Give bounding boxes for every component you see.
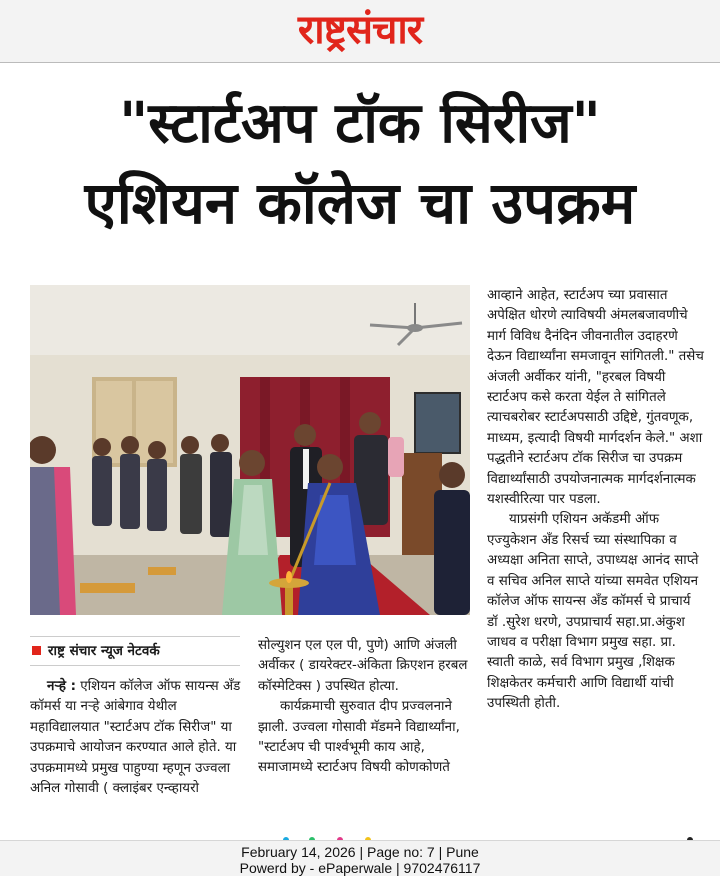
byline: [30, 636, 240, 666]
article-text: एशियन कॉलेज ऑफ सायन्स अँड कॉमर्स या नऱ्हे आंबेगाव येथील महाविद्यालयात "स्टार्टअप टॉक सिरीज" या उपक्रमाचे आयोजन करण्यात आले होते. या उपक्रमामध्ये प्रमुख पाहुण्या म्हणून उज्वला अनिल गोसावी ( क्लाइंबर एन्व्हायरो: [30, 679, 241, 797]
article-column-left: [30, 677, 242, 799]
dateline: नऱ्हे :: [47, 679, 76, 694]
article-paragraph: सोल्युशन एल एल पी, पुणे) आणि अंजली अर्वीकर ( डायरेक्टर-अंकिता क्रिएशन हरबल कॉस्मेटिक्स ) उपस्थित होत्या.: [258, 638, 468, 694]
event-photo: [30, 285, 470, 615]
article-paragraph: याप्रसंगी एशियन अकॅडमी ऑफ एज्युकेशन अँड रिसर्च च्या संस्थापिका व अध्यक्षा अनिता साप्ते, उपाध्यक्ष आनंद साप्ते व सचिव अनिल साप्ते यांच्या समवेत एशियन कॉलेज ऑफ सायन्स अँड कॉमर्स चे प्राचार्य डॉ .सुरेश धरणे, उपप्राचार्य सहा.प्रा.अंकुश जाधव व परीक्षा विभाग प्रमुख सहा. प्रा. स्वाती काळे, सर्व विभाग प्रमुख ,शिक्षक शिक्षकेतर कर्मचारी आणि विद्यार्थी यांची उपस्थिती होती.: [487, 512, 699, 712]
page-footer: [0, 840, 720, 876]
article-paragraph: आव्हाने आहेत, स्टार्टअप च्या प्रवासात अपेक्षित धोरणे त्याविषयी अंमलबजावणीचे मार्ग विविध दैनंदिन जीवनातील उदाहरणे देऊन विद्यार्थ्यांना समजावून सांगितली." तसेच अंजली अर्वीकर यांनी, "हरबल विषयी स्टार्टअप कसे करता येईल ते सांगितले त्याचबरोबर स्टार्टअपसाठी उद्दिष्टे, गुंतवणूक, माध्यम, इत्यादी विषयी मार्गदर्शन केले." अशा पद्धतीने स्टार्टअप टॉक सिरीज चा उपक्रम विद्यार्थ्यांसाठी उपयोजनात्मक मार्गदर्शनात्मक यशस्वीरित्या पार पडला.: [487, 288, 704, 508]
byline-square-icon: [32, 646, 41, 655]
footer-credit: Powerd by - ePaperwale | 9702476117: [239, 860, 481, 876]
article-paragraph: कार्यक्रमाची सुरुवात दीप प्रज्वलनाने झाली. उज्वला गोसावी मॅडमने विद्यार्थ्यांना, "स्टार्टअप ची पार्श्वभूमी काय आहे, समाजामध्ये स्टार्टअप विषयी कोणकोणते: [258, 699, 460, 776]
masthead-logo: राष्ट्रसंचार: [297, 7, 423, 53]
masthead-divider: [0, 62, 720, 63]
byline-text: राष्ट्र संचार न्यूज नेटवर्क: [48, 643, 160, 659]
masthead: [0, 0, 720, 62]
article-column-middle: [258, 636, 478, 779]
article-column-right: [487, 286, 705, 715]
headline-line-2: एशियन कॉलेज चा उपक्रम: [84, 169, 636, 237]
headline-line-1: "स्टार्टअप टॉक सिरीज": [119, 91, 601, 156]
footer-date-page: February 14, 2026 | Page no: 7 | Pune: [241, 844, 479, 860]
article-paragraph: [30, 677, 242, 799]
